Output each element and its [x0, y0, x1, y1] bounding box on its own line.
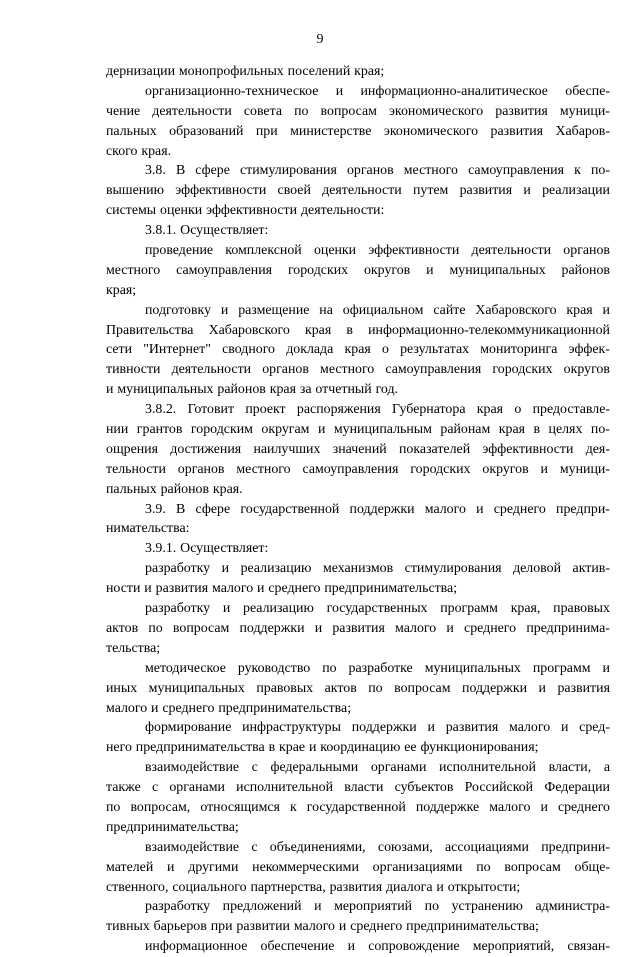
- text-line: разработку и реализацию механизмов стимулирования деловой актив-: [145, 561, 610, 577]
- text-line: разработку и реализацию государственных программ края, правовых: [145, 601, 610, 617]
- text-line: взаимодействие с федеральными органами исполнительной власти, а: [145, 760, 610, 776]
- text-line: пальных образований при министерстве экономического развития Хабаров-: [106, 123, 610, 139]
- text-line: сети "Интернет" сводного доклада края о результатах мониторинга эффек-: [106, 342, 610, 358]
- text-line: 3.8. В сфере стимулирования органов местного самоуправления к по-: [145, 163, 610, 179]
- text-line: формирование инфраструктуры поддержки и развития малого и сред-: [145, 720, 610, 736]
- text-line: тельности органов местного самоуправления городских округов и муници-: [106, 461, 610, 477]
- text-line: подготовку и размещение на официальном сайте Хабаровского края и: [145, 302, 610, 318]
- text-line: по вопросам, относящимся к государственной поддержке малого и среднего: [106, 799, 610, 815]
- text-line: нии грантов городским округам и муниципальным районам края в целях по-: [106, 422, 610, 438]
- text-line: чение деятельности совета по вопросам экономического развития муници-: [106, 103, 610, 119]
- text-line: малого и среднего предпринимательства;: [106, 700, 352, 716]
- text-line: также с органами исполнительной власти субъектов Российской Федерации: [106, 780, 610, 796]
- text-line: Правительства Хабаровского края в информационно-телекоммуникационной: [106, 322, 610, 338]
- text-line: информационное обеспечение и сопровождение мероприятий, связан-: [145, 939, 610, 955]
- text-line: 3.9. В сфере государственной поддержки малого и среднего предпри-: [145, 501, 610, 517]
- text-line: 3.8.2. Готовит проект распоряжения Губернатора края о предоставле-: [145, 402, 610, 418]
- text-line: 3.8.1. Осуществляет:: [145, 223, 269, 239]
- text-line: проведение комплексной оценки эффективности деятельности органов: [145, 243, 610, 259]
- text-line: тивных барьеров при развитии малого и среднего предпринимательства;: [106, 919, 539, 935]
- text-line: мателей и другими некоммерческими организациями по вопросам обще-: [106, 859, 610, 875]
- text-line: ского края.: [106, 143, 172, 159]
- text-line: ощрения достижения наилучших значений показателей эффективности дея-: [106, 441, 610, 457]
- text-line: организационно-техническое и информационно-аналитическое обеспе-: [145, 83, 610, 99]
- text-line: методическое руководство по разработке муниципальных программ и: [145, 660, 610, 676]
- text-line: взаимодействие с объединениями, союзами, ассоциациями предприни-: [145, 839, 610, 855]
- text-line: предпринимательства;: [106, 819, 239, 835]
- text-line: края;: [106, 282, 137, 298]
- text-line: тивности деятельности органов местного самоуправления городских округов: [106, 362, 610, 378]
- page-number: 9: [316, 32, 324, 47]
- text-line: местного самоуправления городских округов и муниципальных районов: [106, 262, 610, 278]
- text-line: и муниципальных районов края за отчетный год.: [106, 382, 398, 398]
- text-line: разработку предложений и мероприятий по устранению администра-: [145, 899, 610, 915]
- text-line: 3.9.1. Осуществляет:: [145, 541, 269, 557]
- text-line: системы оценки эффективности деятельности:: [106, 203, 385, 219]
- text-line: пальных районов края.: [106, 481, 243, 497]
- text-line: ности и развития малого и среднего предпринимательства;: [106, 581, 458, 597]
- text-line: ственного, социального партнерства, развития диалога и открытости;: [106, 879, 521, 895]
- text-line: тельства;: [106, 640, 161, 656]
- text-line: нимательства:: [106, 521, 190, 537]
- text-line: дернизации монопрофильных поселений края;: [106, 64, 385, 79]
- text-line: иных муниципальных правовых актов по вопросам поддержки и развития: [106, 680, 610, 696]
- document-body: [106, 62, 610, 957]
- text-line: вышению эффективности своей деятельности путем развития и реализации: [106, 183, 610, 199]
- text-line: актов по вопросам поддержки и развития малого и среднего предпринима-: [106, 620, 610, 636]
- text-line: него предпринимательства в крае и координацию ее функционирования;: [106, 740, 539, 756]
